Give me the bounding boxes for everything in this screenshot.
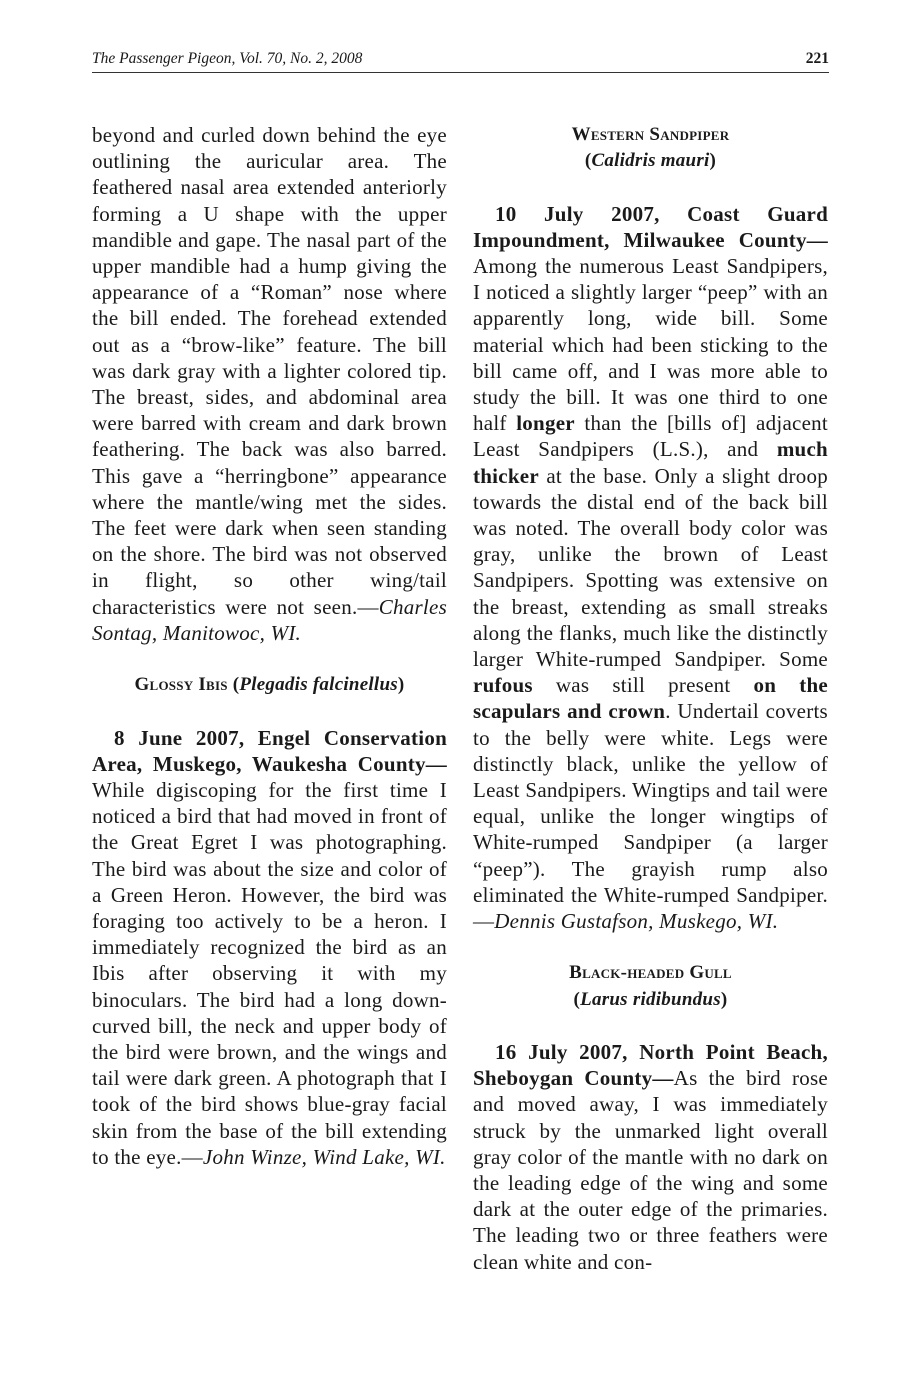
running-header	[92, 48, 829, 73]
italic-text: John Winze, Wind Lake, WI.	[202, 1144, 446, 1169]
italic-text: Larus ridibundus	[580, 988, 721, 1010]
italic-text: Dennis Gustafson, Muskego, WI.	[494, 909, 779, 934]
page-number: 221	[805, 50, 829, 67]
bold-text: rufous	[473, 673, 533, 698]
italic-text: Charles Sontag, Manitowoc, WI.	[92, 594, 447, 645]
journal-citation: The Passenger Pigeon, Vol. 70, No. 2, 2008	[92, 50, 363, 67]
text-segment: (	[227, 674, 240, 696]
text-segment: was still present	[532, 673, 754, 698]
text-segment: )	[709, 150, 717, 172]
body-paragraph	[92, 725, 447, 1170]
text-segment: (	[573, 988, 581, 1010]
text-segment: )	[397, 674, 405, 696]
bold-text: 16 July 2007, North Point Beach, Sheboygan County—	[473, 1040, 828, 1091]
bold-text: on the scapulars and crown	[473, 673, 828, 724]
bold-text: longer	[516, 411, 575, 436]
species-heading	[473, 122, 828, 174]
bold-text: much thicker	[473, 437, 828, 488]
bold-text: 8 June 2007, Engel Conservation Area, Muskego, Waukesha County—	[92, 725, 447, 776]
species-name: Glossy Ibis	[134, 674, 228, 696]
body-paragraph	[473, 201, 828, 935]
text-segment: While digiscoping for the first time I noticed a bird that had moved in front of the Great Egret I was photographing. The bird was about the size and color of a Green Heron. However, the bird was foraging too actively to be a heron. I immediately recognized the bird as an Ibis after observing it with my binoculars. The bird had a long down-curved bill, the neck and upper body of the bird were brown, and the wings and tail were dark green. A photograph that I took of the bird shows blue-gray facial skin from the base of the bill extending to the eye.—	[92, 778, 447, 1169]
body-paragraph	[92, 122, 447, 646]
italic-text: Plegadis falcinellus	[239, 674, 398, 696]
text-segment: than the [bills of] adjacent Least Sandpipers (L.S.), and	[473, 411, 828, 462]
left-column	[92, 122, 447, 1196]
text-segment: )	[720, 988, 728, 1010]
species-name: Western Sandpiper	[571, 124, 730, 145]
italic-text: Calidris mauri	[591, 150, 710, 172]
text-segment: (	[584, 150, 592, 172]
species-heading	[473, 960, 828, 1012]
species-heading	[92, 672, 447, 698]
bold-text: 10 July 2007, Coast Guard Impoundment, Milwaukee County—	[473, 201, 828, 252]
text-segment: . Undertail coverts to the belly were white. Legs were distinctly black, unlike the yellow of Least Sandpipers. Wingtips and tail were equal, unlike the longer wingtips of White-rumped Sandpiper (a larger “peep”). The grayish rump also eliminated the White-rumped Sandpiper.—	[473, 699, 828, 934]
text-segment: at the base. Only a slight droop towards the distal end of the back bill was noted. The overall body color was gray, unlike the brown of Least Sandpipers. Spotting was extensive on the breast, extending as small streaks along the flanks, much like the distinctly larger White-rumped Sandpiper. Some	[473, 463, 828, 672]
body-paragraph	[473, 1039, 828, 1275]
species-name: Black-headed Gull	[569, 962, 732, 984]
text-segment: beyond and curled down behind the eye outlining the auricular area. The feathered nasal area extended anteriorly forming a U shape with the upper mandible and gape. The nasal part of the upper mandible had a hump giving the appearance of a “Roman” nose where the bill ended. The forehead extended out as a “brow-like” feature. The bill was dark gray with a lighter colored tip. The breast, sides, and abdominal area were barred with cream and dark brown feathering. The back was also barred. This gave a “herringbone” appearance where the mantle/wing met the sides. The feet were dark when seen standing on the shore. The bird was not observed in flight, so other wing/tail characteristics were not seen.—	[92, 123, 447, 619]
right-column	[473, 122, 828, 1301]
text-segment: Among the numerous Least Sandpipers, I noticed a slightly larger “peep” with an apparently long, wide bill. Some material which had been sticking to the bill came off, and I was more able to study the bill. It was one third to one half	[473, 254, 828, 436]
text-segment: As the bird rose and moved away, I was immediately struck by the unmarked light overall gray color of the mantle with no dark on the leading edge of the wing and some dark at the outer edge of the primaries. The leading two or three feathers were clean white and con-	[473, 1066, 828, 1274]
